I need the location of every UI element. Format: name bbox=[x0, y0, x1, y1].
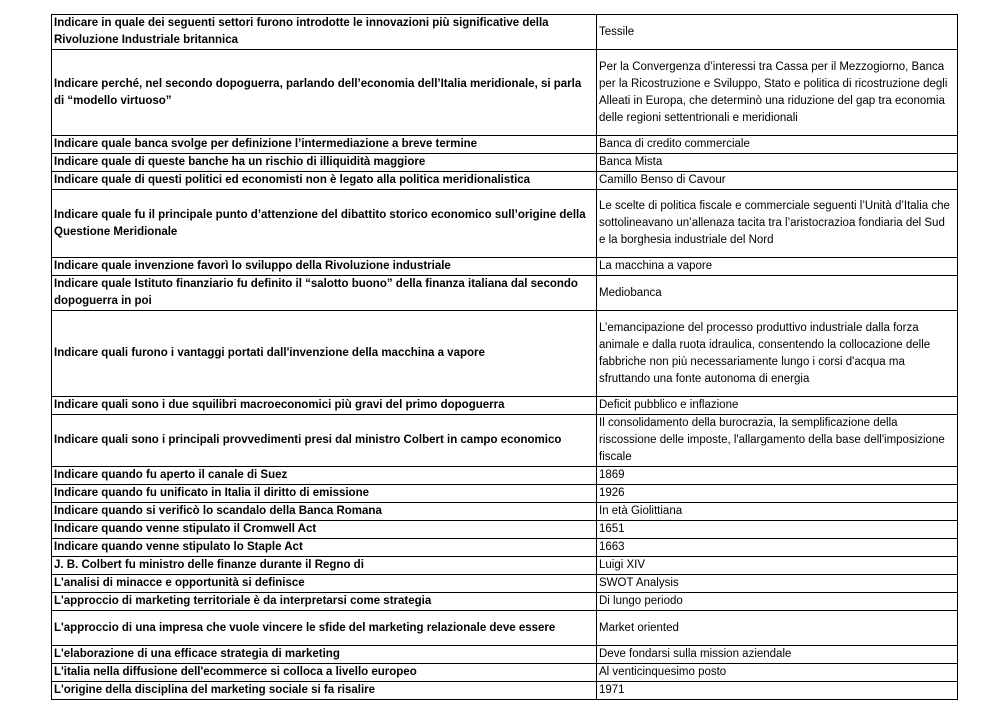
table-row bbox=[52, 258, 958, 276]
question-cell: Indicare quando fu aperto il canale di Suez bbox=[52, 467, 597, 485]
table-row bbox=[52, 485, 958, 503]
question-cell: Indicare quale di queste banche ha un rischio di illiquidità maggiore bbox=[52, 154, 597, 172]
answer-cell: Deficit pubblico e inflazione bbox=[597, 397, 958, 415]
table-row bbox=[52, 575, 958, 593]
question-cell: Indicare quando si verificò lo scandalo della Banca Romana bbox=[52, 503, 597, 521]
answer-cell: 1869 bbox=[597, 467, 958, 485]
table-row bbox=[52, 311, 958, 397]
answer-cell: Camillo Benso di Cavour bbox=[597, 172, 958, 190]
table-row bbox=[52, 467, 958, 485]
question-cell: Indicare in quale dei seguenti settori furono introdotte le innovazioni più significative della Rivoluzione Industriale britannica bbox=[52, 15, 597, 50]
answer-cell: L’emancipazione del processo produttivo industriale dalla forza animale e dalla ruota idraulica, consentendo la collocazione delle fabbriche non più necessariamente lungo i corsi d'acqua ma sfruttando una fonte autonoma di energia bbox=[597, 311, 958, 397]
table-row bbox=[52, 15, 958, 50]
table-row bbox=[52, 557, 958, 575]
question-cell: Indicare perché, nel secondo dopoguerra, parlando dell’economia dell’Italia meridionale, si parla di “modello virtuoso” bbox=[52, 50, 597, 136]
answer-cell: Mediobanca bbox=[597, 276, 958, 311]
question-cell: L'origine della disciplina del marketing sociale si fa risalire bbox=[52, 682, 597, 700]
answer-cell: 1663 bbox=[597, 539, 958, 557]
question-cell: L'analisi di minacce e opportunità si definisce bbox=[52, 575, 597, 593]
table-row bbox=[52, 50, 958, 136]
answer-cell: 1971 bbox=[597, 682, 958, 700]
answer-cell: Di lungo periodo bbox=[597, 593, 958, 611]
question-cell: L'elaborazione di una efficace strategia di marketing bbox=[52, 646, 597, 664]
table-row bbox=[52, 154, 958, 172]
table-row bbox=[52, 593, 958, 611]
question-cell: J. B. Colbert fu ministro delle finanze durante il Regno di bbox=[52, 557, 597, 575]
table-row bbox=[52, 397, 958, 415]
question-cell: Indicare quando venne stipulato lo Staple Act bbox=[52, 539, 597, 557]
question-cell: Indicare quando venne stipulato il Cromwell Act bbox=[52, 521, 597, 539]
table-row bbox=[52, 539, 958, 557]
table-row bbox=[52, 646, 958, 664]
answer-cell: Tessile bbox=[597, 15, 958, 50]
answer-cell: Deve fondarsi sulla mission aziendale bbox=[597, 646, 958, 664]
question-cell: L'italia nella diffusione dell'ecommerce si colloca a livello europeo bbox=[52, 664, 597, 682]
table-row bbox=[52, 415, 958, 467]
answer-cell: Luigi XIV bbox=[597, 557, 958, 575]
table-row bbox=[52, 172, 958, 190]
question-cell: Indicare quali furono i vantaggi portati dall'invenzione della macchina a vapore bbox=[52, 311, 597, 397]
question-cell: Indicare quale fu il principale punto d’attenzione del dibattito storico economico sull’origine della Questione Meridionale bbox=[52, 190, 597, 258]
question-cell: Indicare quale invenzione favorì lo sviluppo della Rivoluzione industriale bbox=[52, 258, 597, 276]
answer-cell: La macchina a vapore bbox=[597, 258, 958, 276]
answer-cell: Banca di credito commerciale bbox=[597, 136, 958, 154]
table-row bbox=[52, 136, 958, 154]
table-row bbox=[52, 682, 958, 700]
answer-cell: Le scelte di politica fiscale e commerciale seguenti l’Unità d’Italia che sottolineavano un’allenaza tacita tra l’aristocrazioa fondiaria del Sud e la borghesia industriale del Nord bbox=[597, 190, 958, 258]
question-cell: Indicare quale Istituto finanziario fu definito il “salotto buono” della finanza italiana dal secondo dopoguerra in poi bbox=[52, 276, 597, 311]
answer-cell: Il consolidamento della burocrazia, la semplificazione della riscossione delle imposte, l'allargamento della base dell'imposizione fiscale bbox=[597, 415, 958, 467]
question-cell: Indicare quali sono i principali provvedimenti presi dal ministro Colbert in campo economico bbox=[52, 415, 597, 467]
question-cell: Indicare quale di questi politici ed economisti non è legato alla politica meridionalistica bbox=[52, 172, 597, 190]
answer-cell: Market oriented bbox=[597, 611, 958, 646]
table-row bbox=[52, 611, 958, 646]
answer-cell: In età Giolittiana bbox=[597, 503, 958, 521]
question-cell: Indicare quale banca svolge per definizione l’intermediazione a breve termine bbox=[52, 136, 597, 154]
table-row bbox=[52, 664, 958, 682]
qa-table bbox=[51, 14, 958, 700]
answer-cell: Per la Convergenza d’interessi tra Cassa per il Mezzogiorno, Banca per la Ricostruzione e Sviluppo, Stato e politica di ricostruzione degli Alleati in Europa, che determinò una riduzione del gap tra economia delle regioni settentrionali e meridionali bbox=[597, 50, 958, 136]
table-row bbox=[52, 190, 958, 258]
question-cell: Indicare quando fu unificato in Italia il diritto di emissione bbox=[52, 485, 597, 503]
table-row bbox=[52, 503, 958, 521]
table-row bbox=[52, 521, 958, 539]
question-cell: L'approccio di marketing territoriale è da interpretarsi come strategia bbox=[52, 593, 597, 611]
answer-cell: SWOT Analysis bbox=[597, 575, 958, 593]
answer-cell: 1651 bbox=[597, 521, 958, 539]
answer-cell: Al venticinquesimo posto bbox=[597, 664, 958, 682]
answer-cell: Banca Mista bbox=[597, 154, 958, 172]
question-cell: L'approccio di una impresa che vuole vincere le sfide del marketing relazionale deve essere bbox=[52, 611, 597, 646]
table-row bbox=[52, 276, 958, 311]
answer-cell: 1926 bbox=[597, 485, 958, 503]
question-cell: Indicare quali sono i due squilibri macroeconomici più gravi del primo dopoguerra bbox=[52, 397, 597, 415]
